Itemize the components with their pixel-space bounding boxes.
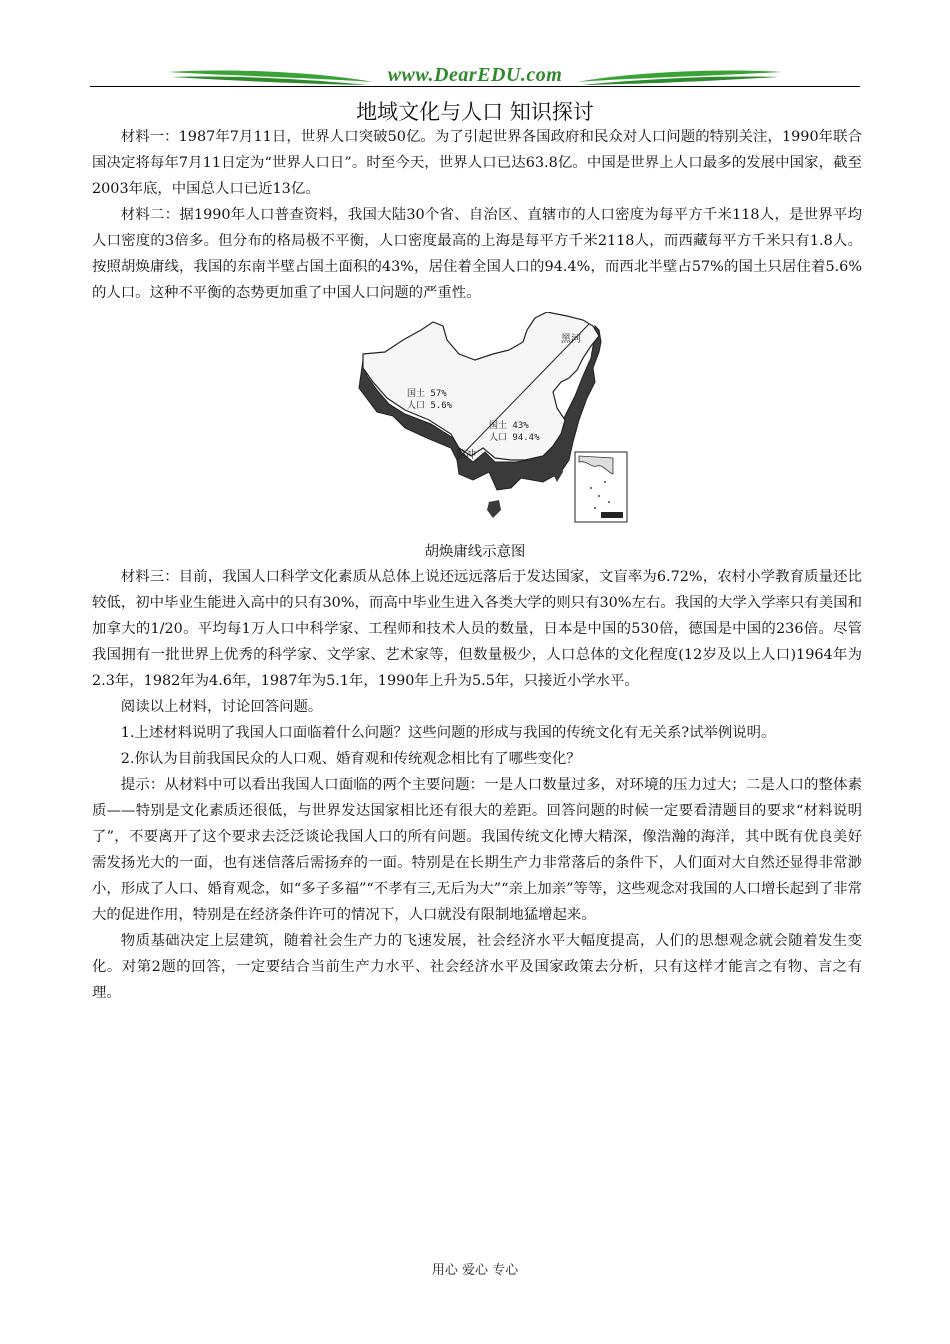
- hu-line-map: [355, 312, 635, 530]
- east-area-label: 国土 43%: [489, 421, 529, 431]
- south-sea-label-box: [601, 512, 623, 518]
- map-caption: 胡焕庸线示意图: [424, 544, 526, 560]
- hint-paragraph: 提示：从材料中可以看出我国人口面临的两个主要问题：一是人口数量过多，对环境的压力过大；二是人口的整体素质——特别是文化素质还很低，与世界发达国家相比还有很大的差距。回答问题的时候一定要看清题目的要求“材料说明了”，不要离开了这个要求去泛泛谈论我国人口的所有问题。我国传统文化博大精深，像浩瀚的海洋，其中既有优良美好需发扬光大的一面，也有迷信落后需扬弃的一面。特别是在长期生产力非常落后的条件下，人们面对大自然还显得非常渺小，形成了人口、婚育观念，如“多子多福”“不孝有三,无后为大”“亲上加亲”等等，这些观念对我国的人口增长起到了非常大的促进作用，特别是在经济条件许可的情况下，人口就没有限制地猛增起来。: [92, 777, 862, 923]
- west-pop-label: 人口 5.6%: [407, 401, 453, 411]
- site-logo[interactable]: www.DearEDU.com: [387, 64, 563, 86]
- instruction-paragraph: 阅读以上材料，讨论回答问题。: [120, 699, 323, 715]
- page-header: [90, 60, 860, 90]
- material-two-paragraph: 材料二：据1990年人口普查资料，我国大陆30个省、自治区、直辖市的人口密度为每平方千米118人，是世界平均人口密度的3倍多。但分布的格局极不平衡，人口密度最高的上海是每平方千米2118人，而西藏每平方千米只有1.8人。按照胡焕庸线，我国的东南半壁占国土面积的43%，居住着全国人口的94.4%，而西北半壁占57%的国土只居住着5.6%的人口。这种不平衡的态势更加重了中国人口问题的严重性。: [92, 207, 862, 301]
- header-rule: [90, 86, 860, 87]
- conclusion-paragraph: 物质基础决定上层建筑，随着社会生产力的飞速发展，社会经济水平大幅度提高，人们的思想观念就会随着发生变化。对第2题的回答，一定要结合当前生产力水平、社会经济水平及国家政策去分析，只有这样才能言之有物、言之有理。: [92, 933, 862, 1001]
- east-pop-label: 人口 94.4%: [489, 433, 540, 443]
- west-area-label: 国土 57%: [407, 389, 447, 399]
- materials-bottom: [92, 564, 862, 1006]
- hainan-island: [487, 500, 501, 518]
- page-title: 地域文化与人口 知识探讨: [356, 100, 594, 124]
- materials-top: [92, 124, 862, 306]
- city-south-label: 腾冲: [456, 450, 476, 461]
- question-one: 1.上述材料说明了我国人口面临着什么问题？这些问题的形成与我国的传统文化有无关系?试举例说明。: [120, 725, 776, 741]
- china-map-figure: [359, 312, 627, 522]
- page-footer: 用心 爱心 专心: [431, 1263, 519, 1278]
- city-north-label: 黑河: [561, 334, 581, 345]
- material-three-paragraph: 材料三：目前，我国人口科学文化素质从总体上说还远远落后于发达国家，文盲率为6.72%，农村小学教育质量还比较低，初中毕业生能进入高中的只有30%，而高中毕业生进入各类大学的则只有30%左右。我国的大学入学率只有美国和加拿大的1/20。平均每1万人口中科学家、工程师和技术人员的数量，日本是中国的530倍，德国是中国的236倍。尽管我国拥有一批世界上优秀的科学家、文学家、艺术家等，但数量极少，人口总体的文化程度(12岁及以上人口)1964年为2.3年，1982年为4.6年，1987年为5.1年，1990年上升为5.5年，只接近小学水平。: [92, 569, 862, 689]
- material-one-paragraph: 材料一：1987年7月11日，世界人口突破50亿。为了引起世界各国政府和民众对人口问题的特别关注，1990年联合国决定将每年7月11日定为“世界人口日”。时至今天，世界人口已达63.8亿。中国是世界上人口最多的发展中国家，截至2003年底，中国总人口已近13亿。: [92, 129, 862, 197]
- question-two: 2.你认为目前我国民众的人口观、婚育观和传统观念相比有了哪些变化？: [120, 751, 581, 767]
